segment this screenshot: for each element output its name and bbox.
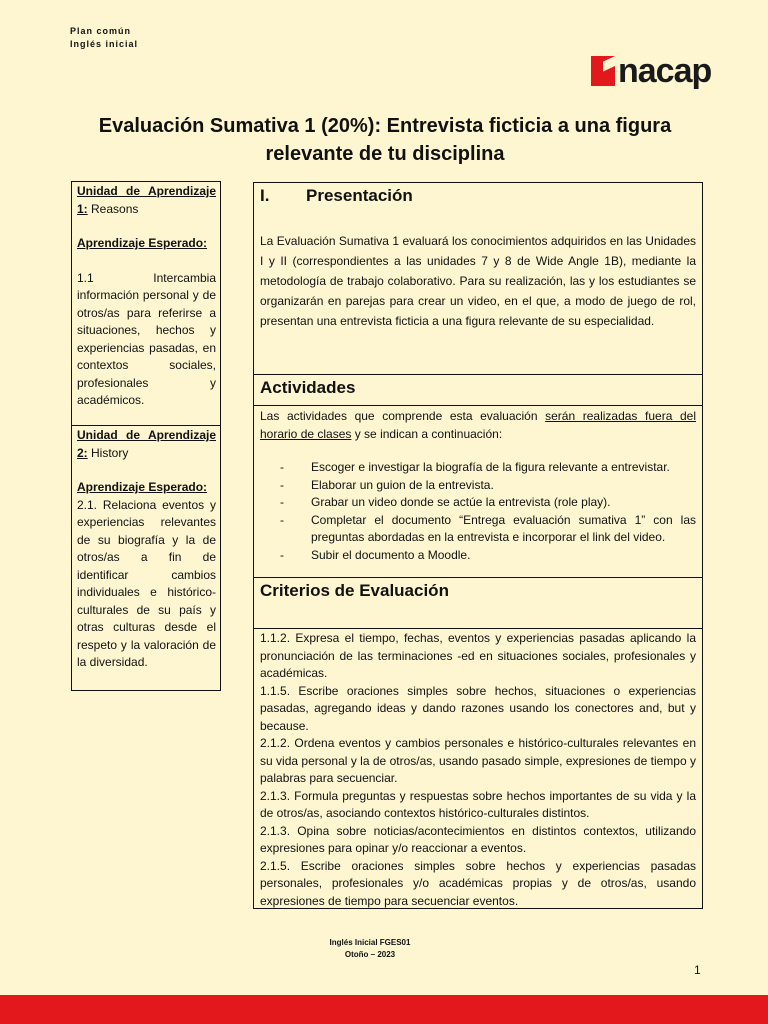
criteria-heading: Criterios de Evaluación — [260, 581, 449, 600]
criteria-item: 1.1.2. Expresa el tiempo, fechas, eventos y experiencias pasadas aplicando la pronunciación de las terminaciones -ed en situaciones sociales, profesionales y académicas. — [260, 631, 696, 680]
presentation-text: La Evaluación Sumativa 1 evaluará los conocimientos adquiridos en las Unidades I y II (correspondientes a las unidades 7 y 8 de Wide Angle 1B), mediante la metodología de trabajo colaborativo. Para su realización, las y los estudiantes se organizarán en parejas para crear un video, en el que, a modo de juego de rol, presentan una entrevista ficticia a una figura relevante de su especialidad. — [260, 234, 696, 328]
criteria-item: 2.1.3. Formula preguntas y respuestas sobre hechos importantes de su vida y la de otros/as, asociando contextos histórico-culturales distintos. — [260, 788, 696, 820]
header-plan: Plan común — [70, 26, 132, 36]
unit2-label: Unidad de Aprendizaje 2: — [77, 428, 216, 460]
page-number: 1 — [694, 963, 701, 977]
expected1-text: 1.1 Intercambia información personal y de otros/as para referirse a situaciones, hechos y experiencias pasadas, en contextos sociales, profesionales y académicos. — [77, 270, 216, 407]
page-title: Evaluación Sumativa 1 (20%): Entrevista ficticia a una figura relevante de tu disciplina — [98, 115, 672, 165]
activities-heading-row — [254, 375, 702, 406]
list-item: - Elaborar un guion de la entrevista. — [280, 477, 696, 495]
list-item: - Escoger e investigar la biografía de la figura relevante a entrevistar. — [280, 459, 696, 477]
header-course: Inglés inicial — [70, 39, 139, 49]
logo-mark-icon — [591, 56, 615, 86]
inacap-logo — [591, 46, 712, 90]
activities-intro-start: Las actividades que comprende esta evaluación — [260, 409, 546, 423]
list-item: - Subir el documento a Moodle. — [280, 547, 696, 565]
footer-course: Inglés Inicial FGES01 — [329, 938, 411, 947]
presentation-number: I. — [260, 186, 270, 205]
page-footer — [300, 937, 440, 961]
criteria-item: 1.1.5. Escribe oraciones simples sobre hechos, situaciones o experiencias pasadas, agregando ideas y dando razones usando los conectores and, but y because. — [260, 683, 696, 733]
activities-heading: Actividades — [260, 378, 356, 397]
unit1-label: Unidad de Aprendizaje 1: — [77, 184, 216, 216]
activities-list — [260, 459, 696, 564]
activities-intro — [260, 406, 696, 443]
unit2-name: History — [87, 445, 129, 460]
content-column — [253, 182, 703, 909]
list-item: - Grabar un video donde se actúe la entrevista (role play). — [280, 494, 696, 512]
activities-intro-underlined: serán realizadas fuera del horario de clases — [260, 409, 696, 441]
expected2-label: Aprendizaje Esperado: — [77, 480, 208, 494]
unit-2-box — [71, 426, 221, 691]
list-item: - Completar el documento “Entrega evaluación sumativa 1” con las preguntas abordadas en la entrevista e incorporar el link del video. — [280, 512, 696, 547]
activities-section — [254, 406, 702, 578]
criteria-item: 2.1.3. Opina sobre noticias/acontecimientos en distintos contextos, utilizando expresiones para opinar y/o reaccionar a eventos. — [260, 823, 696, 855]
criteria-heading-row — [254, 578, 702, 629]
footer-term: Otoño – 2023 — [344, 950, 396, 959]
footer-red-bar — [0, 995, 768, 1024]
activities-intro-end: y se indican a continuación: — [351, 426, 503, 441]
unit-1-box — [71, 181, 221, 426]
criteria-section — [254, 629, 702, 908]
presentation-section — [254, 183, 702, 375]
presentation-heading: Presentación — [306, 186, 413, 205]
logo-text: nacap — [618, 52, 712, 90]
criteria-item: 2.1.2. Ordena eventos y cambios personales e histórico-culturales relevantes en su vida personal y la de otros/as, usando pasado simple, expresiones de tiempo y palabras para secuenciar. — [260, 736, 696, 785]
unit1-name: Reasons — [87, 201, 139, 216]
document-header — [70, 25, 138, 51]
expected2-text: 2.1. Relaciona eventos y experiencias relevantes de su biografía y la de otros/as a fin de identificar cambios individuales e histórico-culturales de su país y otras culturas desde el respeto y la valoración de la diversidad. — [77, 497, 216, 669]
criteria-item: 2.1.5. Escribe oraciones simples sobre hechos y experiencias pasadas personales, profesionales y/o académicas propias y de otros/as, usando expresiones de tiempo para secuenciar eventos. — [260, 858, 696, 908]
expected1-label: Aprendizaje Esperado: — [77, 236, 208, 250]
